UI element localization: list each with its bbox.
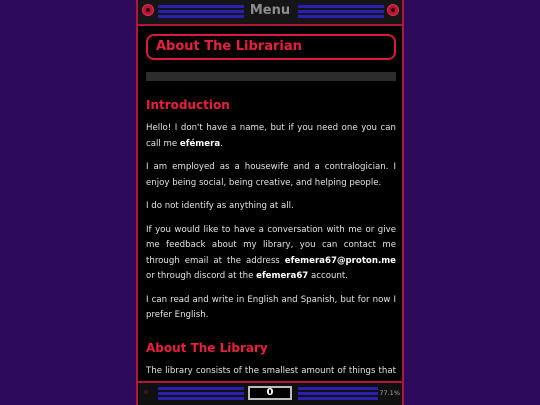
introduction-heading: Introduction — [146, 98, 230, 112]
library-heading: About The Library — [146, 340, 268, 355]
top-bar — [138, 0, 402, 26]
intro-p4-end: account. — [311, 271, 348, 281]
intro-p4-mid: or through discord at the — [146, 271, 254, 281]
left-stripes — [158, 5, 244, 18]
scroll-progress: 77.1% — [379, 389, 400, 397]
intro-paragraph-5: I can read and write in English and Spanish, but for now I prefer English. — [146, 294, 396, 320]
menu-button[interactable]: Menu — [249, 3, 291, 18]
bottom-bar — [138, 381, 402, 405]
bottom-left-dot — [144, 390, 148, 394]
left-knob-icon[interactable] — [142, 4, 154, 16]
intro-p1-text: Hello! I don't have a name, but if you need one you can call me — [146, 123, 396, 149]
intro-paragraph-1 — [146, 121, 396, 152]
email-address: efemera67@proton.me — [284, 255, 396, 266]
library-paragraph-1: The library consists of the smallest amount of things that — [146, 365, 396, 376]
librarian-name: efémera — [179, 138, 221, 149]
discord-account: efemera67 — [256, 271, 309, 281]
page-title: About The Librarian — [146, 34, 396, 60]
right-stripes — [298, 5, 384, 18]
page-frame — [136, 0, 404, 405]
intro-paragraph-3: I do not identify as anything at all. — [146, 201, 294, 211]
bottom-right-stripes — [298, 387, 378, 400]
intro-paragraph-2: I am employed as a housewife and a contralogician. I enjoy being social, being creative, and helping people. — [146, 162, 396, 188]
right-knob-icon[interactable] — [387, 4, 399, 16]
intro-p4-text: If you would like to have a conversation with me or give me feedback about my library, you can contact me through email at the address — [146, 224, 396, 266]
divider-bar — [146, 72, 396, 81]
intro-paragraph-4 — [146, 223, 396, 285]
bottom-left-stripes — [158, 387, 244, 400]
main-content — [146, 34, 396, 380]
intro-p1-end: . — [220, 138, 223, 149]
counter-display: 0 — [248, 386, 292, 400]
